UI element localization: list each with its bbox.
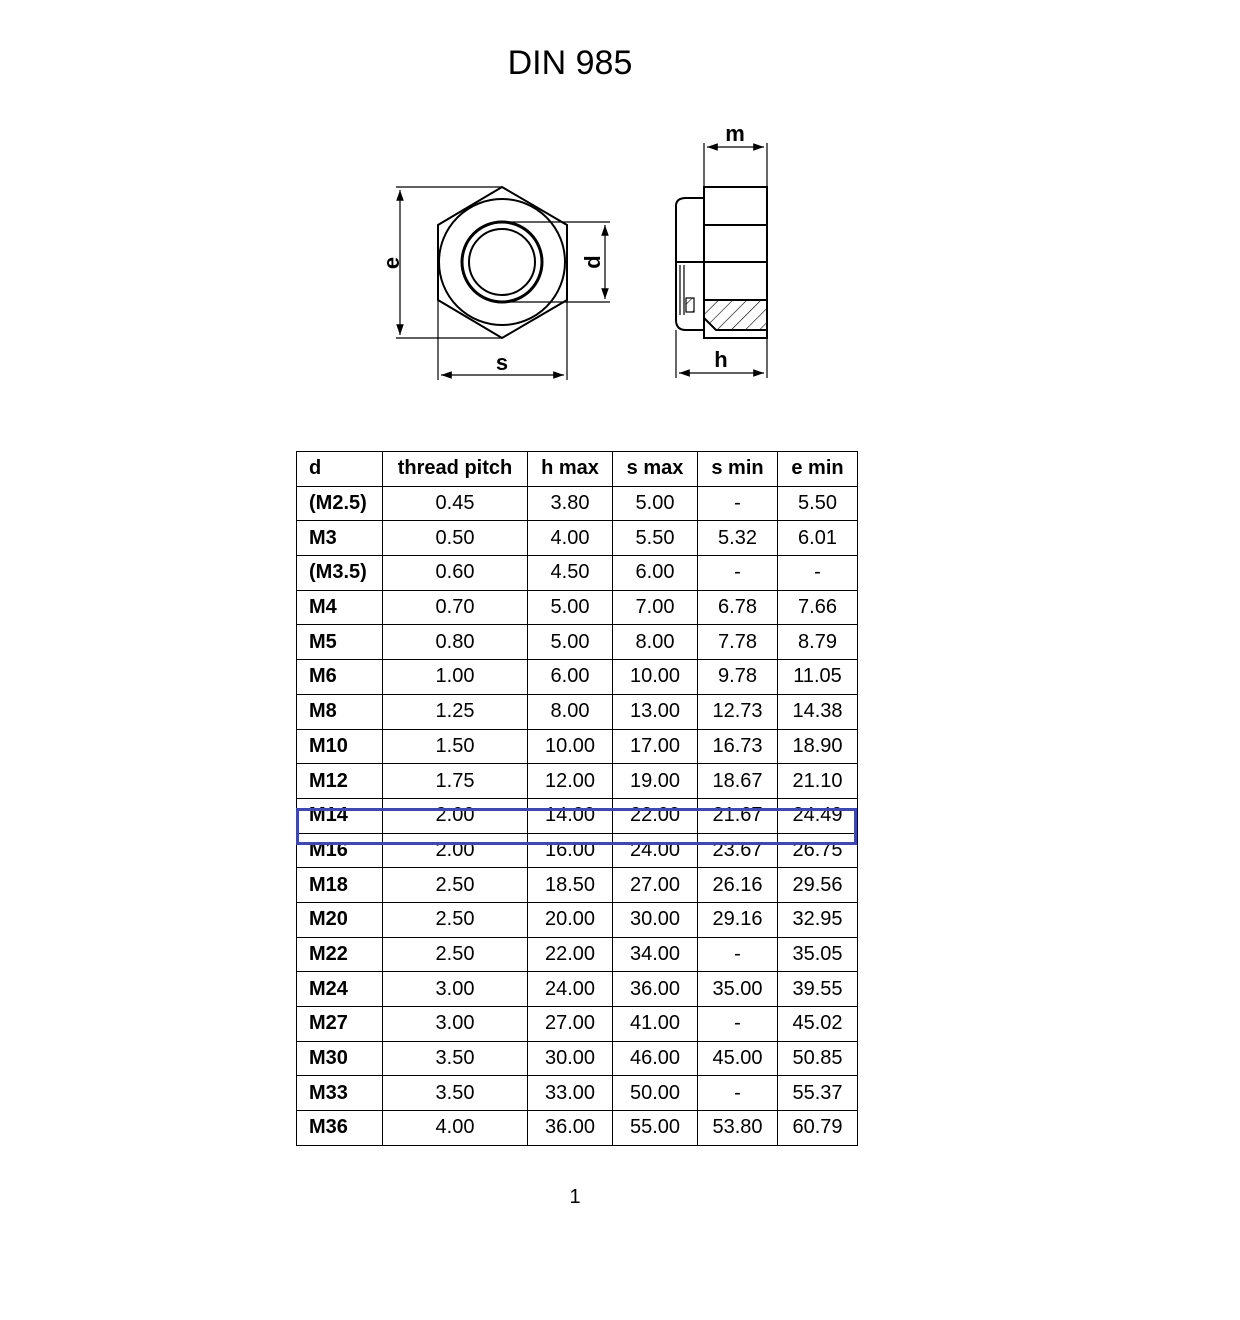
dimension-label-h: h [714, 347, 728, 372]
cell-value: 19.00 [613, 764, 698, 799]
cell-value: 24.00 [528, 972, 613, 1007]
cell-value: 21.67 [698, 798, 778, 833]
cell-value: 3.50 [383, 1076, 528, 1111]
section-hatching [704, 300, 767, 330]
cell-value: 50.85 [778, 1041, 858, 1076]
cell-value: 46.00 [613, 1041, 698, 1076]
cell-size: M3 [297, 521, 383, 556]
cell-value: 23.67 [698, 833, 778, 868]
cell-value: 4.00 [528, 521, 613, 556]
nut-side-view [676, 187, 767, 338]
cell-value: 6.00 [613, 556, 698, 591]
cell-size: M18 [297, 868, 383, 903]
table-row [297, 625, 858, 660]
cell-value: 5.50 [613, 521, 698, 556]
cell-value: 2.50 [383, 902, 528, 937]
cell-value: 9.78 [698, 660, 778, 695]
cell-size: M16 [297, 833, 383, 868]
table-row [297, 937, 858, 972]
cell-value: 12.00 [528, 764, 613, 799]
nut-front-view [438, 187, 567, 338]
cell-value: 3.00 [383, 972, 528, 1007]
cell-value: 3.50 [383, 1041, 528, 1076]
cell-size: M33 [297, 1076, 383, 1111]
side-view-dimensions [676, 143, 767, 378]
cell-value: 2.50 [383, 937, 528, 972]
cell-value: 4.50 [528, 556, 613, 591]
table-row [297, 1076, 858, 1111]
cell-value: 5.50 [778, 486, 858, 521]
cell-value: 3.80 [528, 486, 613, 521]
cell-value: 24.00 [613, 833, 698, 868]
cell-value: 20.00 [528, 902, 613, 937]
cell-value: 12.73 [698, 694, 778, 729]
header-h-max: h max [528, 452, 613, 487]
header-s-max: s max [613, 452, 698, 487]
table-row [297, 1041, 858, 1076]
cell-value: 22.00 [613, 798, 698, 833]
thread-inner-circle [469, 229, 535, 295]
cell-value: 10.00 [613, 660, 698, 695]
cell-size: M27 [297, 1007, 383, 1042]
cell-value: 29.16 [698, 902, 778, 937]
cell-value: 18.67 [698, 764, 778, 799]
cell-value: 30.00 [613, 902, 698, 937]
table-row [297, 833, 858, 868]
cell-value: 17.00 [613, 729, 698, 764]
cell-value: 18.90 [778, 729, 858, 764]
cell-value: 27.00 [528, 1007, 613, 1042]
cell-value: 55.37 [778, 1076, 858, 1111]
cell-value: 24.49 [778, 798, 858, 833]
cell-value: 60.79 [778, 1111, 858, 1146]
cell-value: 1.25 [383, 694, 528, 729]
table-row [297, 798, 858, 833]
dimension-label-e: e [378, 256, 404, 270]
cell-value: 26.16 [698, 868, 778, 903]
cell-size: M22 [297, 937, 383, 972]
table-row [297, 972, 858, 1007]
header-e-min: e min [778, 452, 858, 487]
cell-size: M8 [297, 694, 383, 729]
cell-value: 30.00 [528, 1041, 613, 1076]
cell-value: 1.50 [383, 729, 528, 764]
cell-value: - [698, 556, 778, 591]
cell-value: - [698, 486, 778, 521]
cell-value: 14.00 [528, 798, 613, 833]
cell-value: 5.00 [528, 590, 613, 625]
cell-value: 35.05 [778, 937, 858, 972]
hexagon-outline [438, 187, 567, 338]
cell-value: 16.73 [698, 729, 778, 764]
cell-value: 35.00 [698, 972, 778, 1007]
cell-size: M4 [297, 590, 383, 625]
cell-value: 0.50 [383, 521, 528, 556]
cell-value: 55.00 [613, 1111, 698, 1146]
cell-size: (M2.5) [297, 486, 383, 521]
table-row [297, 521, 858, 556]
cell-value: 8.00 [528, 694, 613, 729]
table-body [297, 486, 858, 1145]
cell-value: 7.78 [698, 625, 778, 660]
cell-value: 14.38 [778, 694, 858, 729]
table-header-row [297, 452, 858, 487]
cell-value: 0.60 [383, 556, 528, 591]
cell-value: 21.10 [778, 764, 858, 799]
page-number: 1 [569, 1186, 581, 1208]
cell-value: 6.78 [698, 590, 778, 625]
cell-value: 11.05 [778, 660, 858, 695]
cell-value: - [698, 937, 778, 972]
cell-value: 7.00 [613, 590, 698, 625]
cell-value: 36.00 [528, 1111, 613, 1146]
cell-value: 5.00 [528, 625, 613, 660]
cell-value: 3.00 [383, 1007, 528, 1042]
cell-value: 18.50 [528, 868, 613, 903]
cell-value: 8.79 [778, 625, 858, 660]
cell-value: 13.00 [613, 694, 698, 729]
table-row [297, 1111, 858, 1146]
cell-value: 27.00 [613, 868, 698, 903]
table-row [297, 902, 858, 937]
table-row [297, 729, 858, 764]
cell-value: 22.00 [528, 937, 613, 972]
cell-value: - [698, 1076, 778, 1111]
dimension-label-m: m [725, 121, 745, 146]
document-title: DIN 985 [507, 44, 633, 82]
table-row [297, 486, 858, 521]
dimension-table [296, 451, 858, 1146]
cell-size: (M3.5) [297, 556, 383, 591]
nut-technical-drawing [0, 0, 1240, 440]
cell-value: 8.00 [613, 625, 698, 660]
cell-size: M24 [297, 972, 383, 1007]
cell-size: M30 [297, 1041, 383, 1076]
cell-value: 2.00 [383, 798, 528, 833]
cell-value: 16.00 [528, 833, 613, 868]
table-row [297, 660, 858, 695]
table-row [297, 1007, 858, 1042]
cell-value: 10.00 [528, 729, 613, 764]
cell-value: 45.00 [698, 1041, 778, 1076]
cell-value: 2.00 [383, 833, 528, 868]
cell-value: 26.75 [778, 833, 858, 868]
cell-value: 7.66 [778, 590, 858, 625]
cell-size: M20 [297, 902, 383, 937]
dimension-label-s: s [495, 350, 509, 375]
thread-outer-circle [462, 222, 542, 302]
cell-size: M14 [297, 798, 383, 833]
cell-size: M36 [297, 1111, 383, 1146]
cell-value: - [698, 1007, 778, 1042]
cell-value: 53.80 [698, 1111, 778, 1146]
cell-value: 33.00 [528, 1076, 613, 1111]
cell-value: 50.00 [613, 1076, 698, 1111]
chamfer-circle [439, 199, 565, 325]
cell-value: 6.01 [778, 521, 858, 556]
nylon-insert [686, 298, 694, 312]
cell-value: 34.00 [613, 937, 698, 972]
cell-value: 1.75 [383, 764, 528, 799]
cell-size: M10 [297, 729, 383, 764]
cell-size: M6 [297, 660, 383, 695]
cell-value: 5.32 [698, 521, 778, 556]
cell-value: 0.80 [383, 625, 528, 660]
cell-value: 4.00 [383, 1111, 528, 1146]
header-s-min: s min [698, 452, 778, 487]
cell-value: 29.56 [778, 868, 858, 903]
table-row [297, 764, 858, 799]
cell-value: 1.00 [383, 660, 528, 695]
cell-value: 2.50 [383, 868, 528, 903]
table-row [297, 868, 858, 903]
cell-value: 5.00 [613, 486, 698, 521]
header-thread-pitch: thread pitch [383, 452, 528, 487]
cell-value: 32.95 [778, 902, 858, 937]
cell-value: 41.00 [613, 1007, 698, 1042]
cell-value: - [778, 556, 858, 591]
header-d: d [297, 452, 383, 487]
cell-value: 0.70 [383, 590, 528, 625]
cell-size: M5 [297, 625, 383, 660]
cell-value: 0.45 [383, 486, 528, 521]
cell-value: 6.00 [528, 660, 613, 695]
table-row [297, 556, 858, 591]
cell-value: 39.55 [778, 972, 858, 1007]
cell-size: M12 [297, 764, 383, 799]
cell-value: 45.02 [778, 1007, 858, 1042]
table-row [297, 694, 858, 729]
dimension-label-d: d [579, 255, 605, 269]
table-row [297, 590, 858, 625]
cell-value: 36.00 [613, 972, 698, 1007]
